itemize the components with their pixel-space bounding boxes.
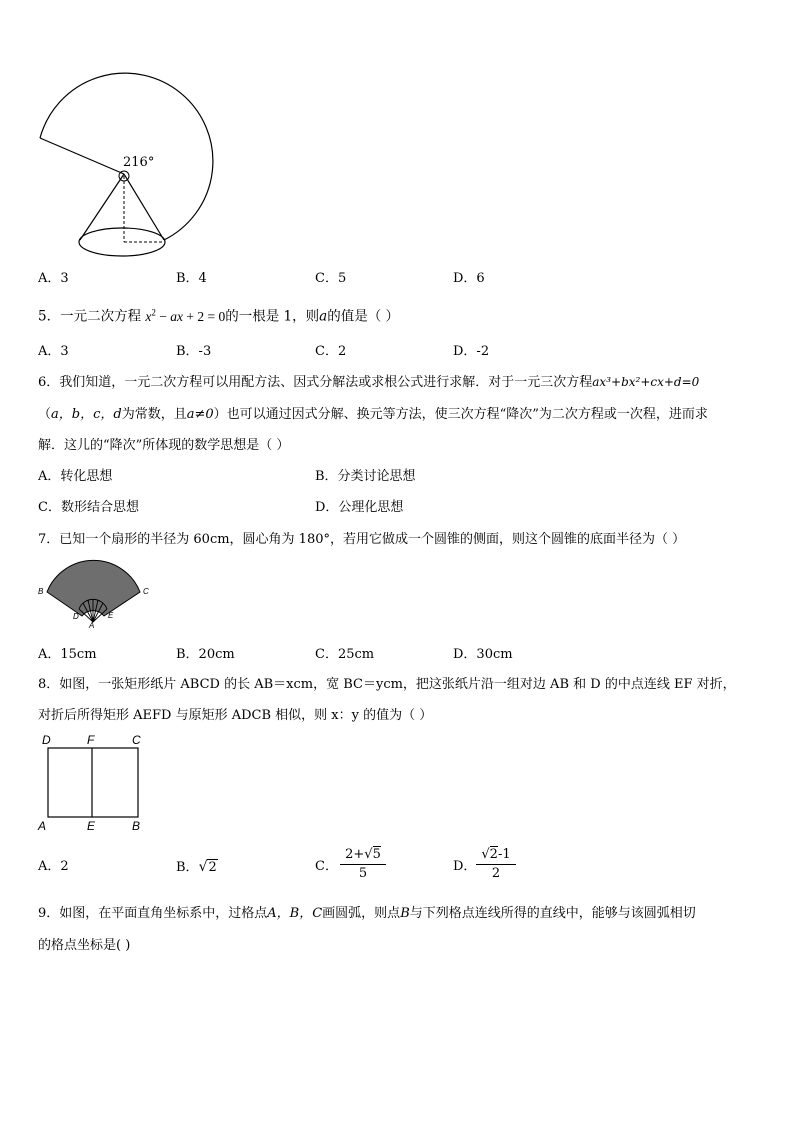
q6-condition: a≠0 (186, 407, 214, 422)
q6-option-d: D．公理化思想 (315, 500, 404, 515)
q7-stem: 7．已知一个扇形的半径为 60cm，圆心角为 180°，若用它做成一个圆锥的侧面，则这个圆锥的底面半径为（ ） (38, 532, 686, 547)
q9-line-1-b: 画圆弧，则点 (322, 906, 401, 921)
q8-label-e: E (87, 819, 96, 833)
q8-option-c-num-a: 2+ (345, 847, 365, 862)
q8-label-a: A (38, 819, 47, 833)
q6-paren-open: （ (38, 407, 52, 422)
q5-eq-x: x (145, 308, 152, 324)
q5-stem-suffix: 的值是（ ） (327, 308, 399, 325)
q9-var-b: B (400, 906, 410, 921)
q5-eq-ax: ax (170, 308, 184, 324)
q4-angle-label: 216° (123, 155, 155, 170)
q5-option-c: C．2 (315, 344, 347, 359)
q7-label-c: C (143, 587, 149, 596)
q5-eq-minus: − (155, 308, 171, 324)
q8-option-d-numerator (476, 848, 516, 861)
sqrt-icon: √ (198, 859, 208, 875)
q8-option-b (176, 860, 218, 874)
q5-stem-prefix: 5．一元二次方程 (38, 308, 142, 325)
fraction-bar (476, 864, 516, 865)
q8-label-b: B (132, 819, 141, 833)
q7-option-d: D．30cm (453, 647, 513, 662)
q8-label-c: C (132, 733, 141, 747)
q8-option-d-fraction (476, 848, 516, 880)
q8-option-c-denominator: 5 (358, 866, 368, 881)
q8-line-1: 8．如图，一张矩形纸片 ABCD 的长 AB＝xcm，宽 BC＝ycm，把这张纸片沿一组对边 AB 和 D 的中点连线 EF 对折， (38, 677, 736, 692)
q8-option-c-numerator (340, 848, 386, 861)
q5-option-d: D．-2 (453, 344, 490, 359)
q5-eq-rest: + 2 = 0 (183, 308, 226, 324)
q7-label-a: A (89, 621, 95, 630)
q8-option-b-label: B． (176, 860, 199, 875)
q8-option-b-radicand: 2 (208, 860, 217, 875)
sqrt-icon: √ (481, 847, 490, 862)
q9-line-1-c: 与下列格点连线所得的直线中，能够与该圆弧相切 (409, 906, 696, 921)
q7-option-b: B．20cm (176, 647, 235, 662)
q8-option-d-label: D． (453, 859, 477, 874)
q8-option-c-fraction (340, 848, 386, 880)
q8-label-f: F (87, 733, 95, 747)
q8-option-d-num-root: 2 (489, 847, 498, 862)
q5-eq-exponent: 2 (151, 307, 156, 317)
q6-line-1-text: 6．我们知道，一元二次方程可以用配方法、因式分解法或求根公式进行求解．对于一元三次方程 (38, 375, 593, 390)
q8-label-d: D (42, 733, 51, 747)
q6-option-b: B．分类讨论思想 (315, 469, 416, 484)
q7-label-d: D (73, 612, 79, 621)
q5-option-a: A．3 (38, 344, 69, 359)
q4-option-a: A．3 (38, 271, 69, 286)
q4-option-b: B．4 (176, 271, 207, 286)
q9-vars: A，B，C (267, 906, 323, 921)
q7-label-b: B (38, 587, 44, 596)
fraction-bar (340, 864, 386, 865)
rect-abcd (48, 748, 138, 817)
q5-option-b: B．-3 (176, 344, 212, 359)
q6-line-3: 解．这儿的“降次”所体现的数学思想是（ ） (38, 438, 290, 453)
q6-line-2-rest: ）也可以通过因式分解、换元等方法，使三次方程“降次”为二次方程或一次程，进而求 (213, 407, 708, 422)
q4-option-c: C．5 (315, 271, 347, 286)
q6-line-2-mid: 为常数，且 (121, 407, 187, 422)
q8-rectangle-figure (0, 0, 200, 840)
q4-option-d: D．6 (453, 271, 485, 286)
q6-cubic-equation: ax³+bx²+cx+d=0 (592, 375, 700, 389)
q9-line-1-a: 9．如图，在平面直角坐标系中，过格点 (38, 906, 268, 921)
q8-line-2: 对折后所得矩形 AEFD 与原矩形 ADCB 相似，则 x：y 的值为（ ） (38, 708, 433, 723)
q5-stem-mid: 的一根是 1，则 (225, 308, 320, 325)
q7-label-e: E (108, 611, 114, 620)
q5-var-a: a (319, 308, 328, 325)
q8-option-a: A．2 (38, 859, 69, 874)
q8-option-c-label: C． (315, 859, 338, 874)
q7-option-c: C．25cm (315, 647, 375, 662)
q8-option-d-denominator: 2 (491, 866, 501, 881)
q9-line-1 (38, 907, 696, 920)
q6-option-a: A．转化思想 (38, 469, 113, 484)
q9-line-2: 的格点坐标是( ) (38, 938, 131, 953)
q8-option-c-num-root: 5 (372, 847, 381, 862)
q6-vars: a，b，c，d (51, 407, 122, 422)
q6-option-c: C．数形结合思想 (38, 500, 139, 515)
sqrt-icon: √ (364, 847, 373, 862)
q8-option-d-num-rest: -1 (497, 847, 511, 862)
q7-option-a: A．15cm (38, 647, 97, 662)
